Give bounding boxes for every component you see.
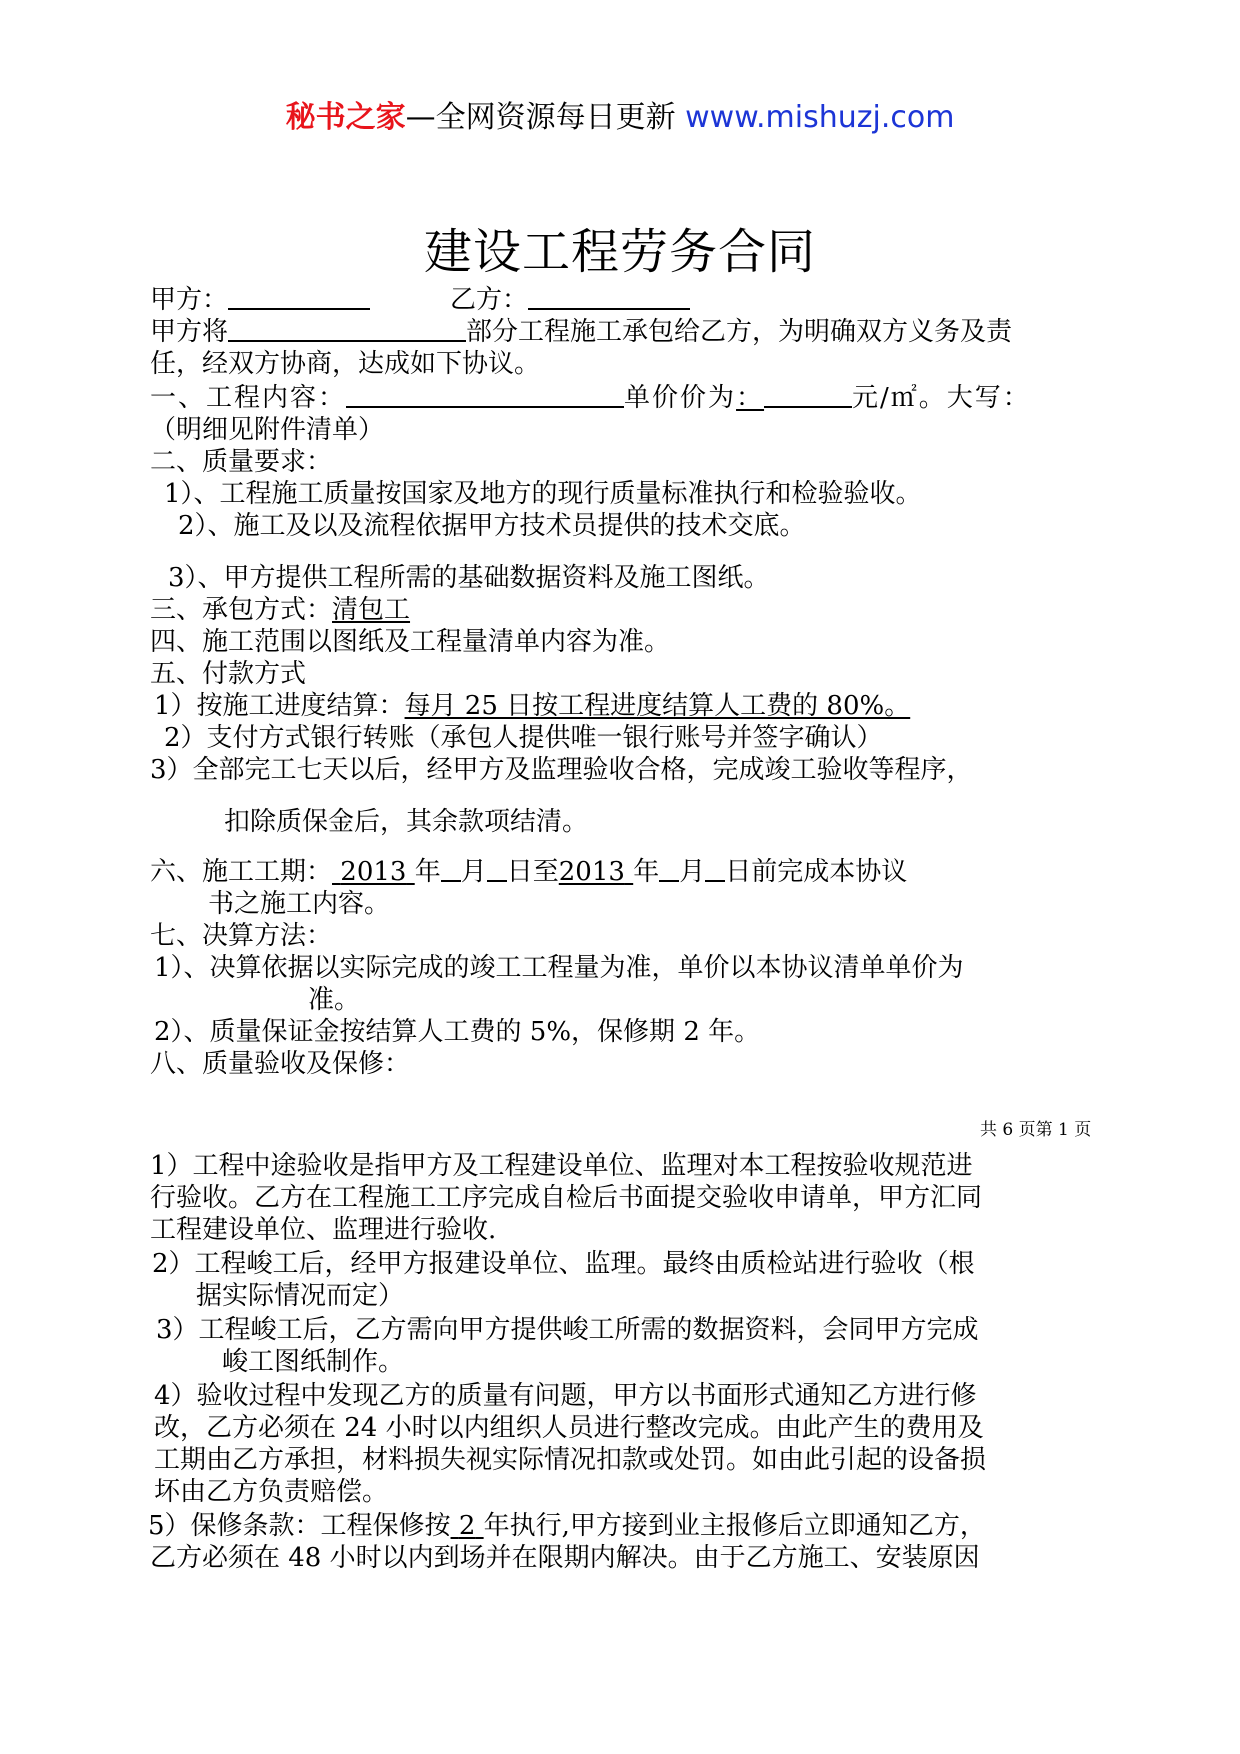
sec6-ri-zhi: 日至 — [506, 857, 559, 887]
sec6-nian-2: 年 — [633, 857, 660, 887]
party-a-label: 甲方： — [150, 285, 229, 315]
site-banner — [0, 98, 1240, 138]
sec5-item-2: 2）支付方式银行转账（承包人提供唯一银行账号并签字确认） — [164, 723, 883, 753]
intro-prefix: 甲方将 — [150, 317, 229, 347]
p2-item-3-line-2: 峻工图纸制作。 — [222, 1347, 405, 1377]
sec5-item-1-prefix: 1）按施工进度结算： — [154, 691, 405, 721]
sec3-value: 清包工 — [332, 595, 411, 625]
sec7-item-1-line-1: 1）、决算依据以实际完成的竣工工程量为准，单价以本协议清单单价为 — [154, 953, 964, 983]
sec6-day-1-blank — [487, 856, 507, 882]
p2-item-5-line-1 — [148, 1510, 986, 1542]
sec6-year-1-value: 2013 — [340, 857, 407, 887]
sec6-label: 六、施工工期： — [150, 857, 333, 887]
sec2-item-3: 3）、甲方提供工程所需的基础数据资料及施工图纸。 — [168, 563, 770, 593]
sec3-line — [150, 594, 410, 626]
banner-url[interactable]: www.mishuzj.com — [685, 100, 955, 135]
p2-item-5-years-value: 2 — [458, 1511, 476, 1541]
sec6-yue-1: 月 — [460, 857, 487, 887]
party-b-blank — [528, 284, 690, 310]
p2-item-4-line-2: 改，乙方必须在 24 小时以内组织人员进行整改完成。由此产生的费用及 — [154, 1413, 984, 1443]
sec6-day-2-blank — [705, 856, 725, 882]
sec2-label: 二、质量要求： — [150, 447, 333, 477]
sec2-item-1: 1）、工程施工质量按国家及地方的现行质量标准执行和检验验收。 — [164, 479, 922, 509]
sec6-end-text: 日前完成本协议 — [725, 857, 908, 887]
p2-item-3-line-1: 3）工程峻工后，乙方需向甲方提供峻工所需的数据资料，会同甲方完成 — [156, 1315, 979, 1345]
sec6-month-1-blank — [441, 856, 461, 882]
sec1-label: 一、工程内容： — [150, 383, 347, 413]
sec4-line: 四、施工范围以图纸及工程量清单内容为准。 — [150, 627, 671, 657]
sec5-label: 五、付款方式 — [150, 659, 307, 689]
sec5-item-3-line-2: 扣除质保金后，其余款项结清。 — [224, 807, 589, 837]
p2-item-2-line-1: 2）工程峻工后，经甲方报建设单位、监理。最终由质检站进行验收（根 — [152, 1249, 975, 1279]
sec2-item-2: 2）、施工及以及流程依据甲方技术员提供的技术交底。 — [178, 511, 806, 541]
party-b-label: 乙方： — [450, 285, 529, 315]
sec6-line-2: 书之施工内容。 — [208, 889, 391, 919]
p2-item-4-line-3: 工期由乙方承担，材料损失视实际情况扣款或处罚。如由此引起的设备损 — [154, 1445, 987, 1475]
sec1-price-blank — [764, 382, 852, 408]
sec6-year-2-value: 2013 — [558, 857, 625, 887]
intro-suffix: 部分工程施工承包给乙方，为明确双方义务及责 — [466, 317, 1013, 347]
p2-item-5-years — [451, 1511, 484, 1541]
party-b-line — [450, 284, 690, 316]
party-a-blank — [228, 284, 370, 310]
party-a-line — [150, 284, 370, 316]
page-footer: 共 6 页第 1 页 — [980, 1120, 1092, 1140]
sec5-item-1 — [154, 690, 910, 722]
sec7-item-1-line-2: 准。 — [308, 985, 361, 1015]
sec6-year-2 — [559, 857, 633, 887]
sec6-month-2-blank — [659, 856, 679, 882]
banner-slogan: —全网资源每日更新 — [405, 100, 676, 135]
sec5-item-3-line-1: 3）全部完工七天以后，经甲方及监理验收合格，完成竣工验收等程序， — [150, 755, 973, 785]
sec1-price-label: 单价价为 — [624, 383, 737, 413]
p2-item-4-line-4: 坏由乙方负责赔偿。 — [154, 1477, 389, 1507]
p2-item-1-line-2: 行验收。乙方在工程施工工序完成自检后书面提交验收申请单，甲方汇同 — [150, 1183, 983, 1213]
p2-item-2-line-2: 据实际情况而定） — [196, 1281, 405, 1311]
sec1-price-colon: ： — [736, 383, 765, 413]
p2-item-4-line-1: 4）验收过程中发现乙方的质量有问题，甲方以书面形式通知乙方进行修 — [154, 1381, 977, 1411]
sec6-nian-1: 年 — [414, 857, 441, 887]
sec1-unit-text: 元/㎡。大写： — [852, 383, 1031, 413]
sec1-line — [150, 382, 1031, 414]
sec6-line — [150, 856, 907, 888]
p2-item-5-suffix: 年执行,甲方接到业主报修后立即通知乙方， — [483, 1511, 986, 1541]
intro-line-1 — [150, 316, 1012, 348]
p2-item-1-line-3: 工程建设单位、监理进行验收. — [150, 1215, 497, 1245]
p2-item-5-prefix: 5）保修条款：工程保修按 — [148, 1511, 451, 1541]
sec6-yue-2: 月 — [679, 857, 706, 887]
sec5-item-1-value: 每月 25 日按工程进度结算人工费的 80%。 — [404, 691, 911, 721]
sec1-note: （明细见附件清单） — [150, 415, 385, 445]
banner-brand: 秘书之家 — [285, 100, 406, 135]
intro-line-2: 任，经双方协商，达成如下协议。 — [150, 349, 541, 379]
sec7-item-2: 2）、质量保证金按结算人工费的 5%，保修期 2 年。 — [154, 1017, 761, 1047]
sec8-label: 八、质量验收及保修： — [150, 1049, 411, 1079]
sec1-content-blank — [346, 382, 624, 408]
sec6-year-1 — [332, 857, 415, 887]
sec3-label: 三、承包方式： — [150, 595, 333, 625]
sec7-label: 七、决算方法： — [150, 921, 333, 951]
document-title: 建设工程劳务合同 — [423, 224, 816, 280]
p2-item-1-line-1: 1）工程中途验收是指甲方及工程建设单位、监理对本工程按验收规范进 — [150, 1151, 973, 1181]
p2-item-5-line-2: 乙方必须在 48 小时以内到场并在限期内解决。由于乙方施工、安装原因 — [150, 1543, 980, 1573]
intro-project-blank — [228, 316, 466, 342]
